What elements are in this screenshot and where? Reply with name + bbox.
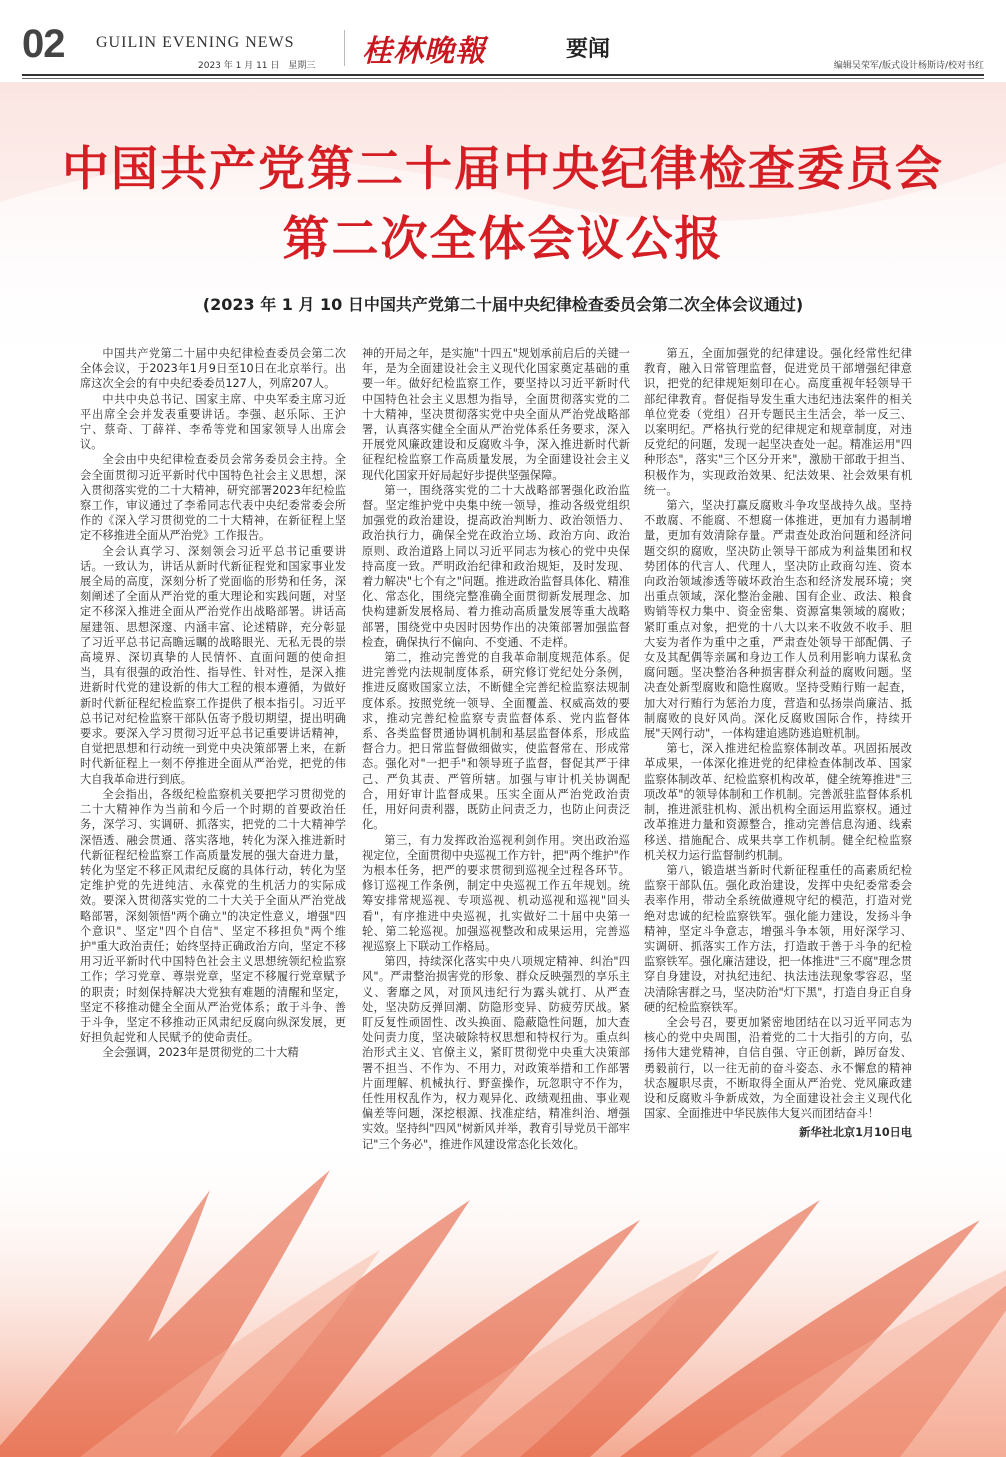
paragraph: 第五，全面加强党的纪律建设。强化经常性纪律教育，融入日常管理监督，促进党员干部增强纪律意识，把党的纪律规矩刻印在心。高度重视年轻领导干部纪律教育。督促指导发生重大违纪违法案件的相关单位党委（党组）召开专题民主生活会，举一反三、以案明纪。严格执行党的纪律规定和规章制度，对违反党纪的问题，发现一起坚决查处一起。精准运用"四种形态"，落实"三个区分开来"，激励干部敢于担当、积极作为，实现政治效果、纪法效果、社会效果有机统一。 bbox=[644, 347, 912, 497]
paragraph: 第一，围绕落实党的二十大战略部署强化政治监督。坚定维护党中央集中统一领导，推动各级党组织加强党的政治建设，提高政治判断力、政治领悟力、政治执行力，确保全党在政治立场、政治方向、政治原则、政治道路上同以习近平同志为核心的党中央保持高度一致。严明政治纪律和政治规矩，及时发现、着力解决"七个有之"问题。推进政治监督具体化、精准化、常态化，围绕完整准确全面贯彻新发展理念、加快构建新发展格局、着力推动高质量发展等重大战略部署，围绕党中央因时因势作出的决策部署加强监督检查，确保执行不偏向、不变通、不走样。 bbox=[362, 483, 630, 649]
paragraph: 中国共产党第二十届中央纪律检查委员会第二次全体会议，于2023年1月9日至10日在北京举行。出席这次全会的有中央纪委委员127人，列席207人。 bbox=[80, 347, 346, 391]
decorative-wash-bottom bbox=[0, 1130, 1006, 1457]
masthead-rule bbox=[22, 74, 984, 76]
section-name: 要闻 bbox=[566, 37, 611, 62]
paragraph: 第八，锻造堪当新时代新征程重任的高素质纪检监察干部队伍。强化政治建设，发挥中央纪委常委会表率作用，带动全系统做遵规守纪的模范，打造对党绝对忠诚的纪检监察铁军。强化能力建设，发扬斗争精神，坚定斗争意志，增强斗争本领，用好深学习、实调研、抓落实工作方法，打造敢于善于斗争的纪检监察铁军。强化廉洁建设，把一体推进"三不腐"理念贯穿自身建设，对执纪违纪、执法违法现象零容忍，坚决清除害群之马，坚决防治"灯下黑"，打造自身正自身硬的纪检监察铁军。 bbox=[644, 863, 912, 1014]
dateline: 新华社北京1月10日电 bbox=[799, 1126, 912, 1140]
paper-logo: 桂林晚報 bbox=[362, 34, 486, 69]
article-column-2 bbox=[362, 346, 630, 1152]
paragraph: 全会指出，各级纪检监察机关要把学习贯彻党的二十大精神作为当前和今后一个时期的首要政治任务，深学习、实调研、抓落实，把党的二十大精神学深悟透、融会贯通、落实落地，转化为深入推进新时代新征程纪检监察工作高质量发展的强大奋进力量，转化为坚定不移正风肃纪反腐的具体行动，转化为坚定维护党的先进纯洁、永葆党的生机活力的实际成效。要深入贯彻落实党的二十大关于全面从严治党战略部署，深刻领悟"两个确立"的决定性意义，增强"四个意识"、坚定"四个自信"、坚定不移担负"两个维护"重大政治责任；始终坚持正确政治方向，坚定不移用习近平新时代中国特色社会主义思想统领纪检监察工作；学习党章、尊崇党章，坚定不移履行党章赋予的职责；时刻保持解决大党独有难题的清醒和坚定，坚定不移推动健全全面从严治党体系；敢于斗争、善于斗争，坚定不移推动正风肃纪反腐向纵深发展，更好担负起党和人民赋予的使命责任。 bbox=[80, 787, 346, 1045]
issue-date: 2023 年 1 月 11 日 星期三 bbox=[198, 61, 316, 71]
masthead-rule-thin bbox=[22, 78, 984, 79]
headline-line-2: 第二次全体会议公报 bbox=[282, 212, 724, 267]
editor-credits: 编辑吴荣军/版式设计杨斯诗/校对书红 bbox=[833, 61, 984, 71]
article-subtitle: (2023 年 1 月 10 日中国共产党第二十届中央纪律检查委员会第二次全体会议通过) bbox=[202, 295, 804, 314]
paragraph: 全会认真学习、深刻领会习近平总书记重要讲话。一致认为，讲话从新时代新征程党和国家事业发展全局的高度，深刻分析了党面临的形势和任务，深刻阐述了全面从严治党的重大理论和实践问题，对坚定不移深入推进全面从严治党作出战略部署。讲话高屋建瓴、思想深邃、内涵丰富、论述精辟，充分彰显了习近平总书记高瞻远瞩的战略眼光、无私无畏的崇高境界、深切真挚的人民情怀、直面问题的使命担当，具有很强的政治性、指导性、针对性，是深入推进新时代党的建设新的伟大工程的根本遵循，为做好新时代新征程纪检监察工作提供了根本指引。习近平总书记对纪检监察干部队伍寄予殷切期望，提出明确要求。要深入学习贯彻习近平总书记重要讲话精神，自觉把思想和行动统一到党中央决策部署上来，在新时代新征程上一刻不停推进全面从严治党，把党的伟大自我革命进行到底。 bbox=[80, 544, 346, 786]
headline-line-1: 中国共产党第二十届中央纪律检查委员会 bbox=[62, 142, 944, 197]
masthead bbox=[22, 24, 984, 72]
paragraph: 中共中央总书记、国家主席、中央军委主席习近平出席全会并发表重要讲话。李强、赵乐际、王沪宁、蔡奇、丁薛祥、李希等党和国家领导人出席会议。 bbox=[80, 392, 346, 452]
paragraph: 第七，深入推进纪检监察体制改革。巩固拓展改革成果，一体深化推进党的纪律检查体制改革、国家监察体制改革、纪检监察机构改革，健全统筹推进"三项改革"的领导体制和工作机制。完善派驻监督体系机制，推进派驻机构、派出机构全面运用监察权。通过改革推进力量和资源整合，推动完善信息沟通、线索移送、措施配合、成果共享工作机制。健全纪检监察机关权力运行监督制约机制。 bbox=[644, 742, 912, 862]
paragraph: 第六，坚决打赢反腐败斗争攻坚战持久战。坚持不敢腐、不能腐、不想腐一体推进，更加有力遏制增量，更加有效清除存量。严肃查处政治问题和经济问题交织的腐败，坚决防止领导干部成为利益集团和权势团体的代言人、代理人，坚决防止政商勾连、资本向政治领域渗透等破坏政治生态和经济发展环境；突出重点领域，深化整治金融、国有企业、政法、粮食购销等权力集中、资金密集、资源富集领域的腐败；紧盯重点对象，把党的十八大以来不收敛不收手、胆大妄为者作为重中之重，严肃查处领导干部配偶、子女及其配偶等亲属和身边工作人员利用影响力谋私贪腐问题。坚决整治各种损害群众利益的腐败问题。坚决查处新型腐败和隐性腐败。坚持受贿行贿一起查，加大对行贿行为惩治力度，营造和弘扬崇尚廉洁、抵制腐败的良好风尚。深化反腐败国际合作，持续开展"天网行动"，一体构建追逃防逃追赃机制。 bbox=[644, 499, 912, 741]
paragraph: 第三，有力发挥政治巡视利剑作用。突出政治巡视定位，全面贯彻中央巡视工作方针，把"两个维护"作为根本任务，把严的要求贯彻到巡视全过程各环节。修订巡视工作条例，制定中央巡视工作五年规划。统筹安排常规巡视、专项巡视、机动巡视和巡视"回头看"，有序推进中央巡视，扎实做好二十届中央第一轮、第二轮巡视。加强巡视整改和成果运用，完善巡视巡察上下联动工作格局。 bbox=[362, 833, 630, 953]
paragraph: 全会号召，要更加紧密地团结在以习近平同志为核心的党中央周围，沿着党的二十大指引的方向，弘扬伟大建党精神，自信自强、守正创新，踔厉奋发、勇毅前行，以一往无前的奋斗姿态、永不懈怠的精神状态履职尽责，不断取得全面从严治党、党风廉政建设和反腐败斗争新成效，为全面建设社会主义现代化国家、全面推进中华民族伟大复兴而团结奋斗！ bbox=[644, 1015, 912, 1121]
paragraph: 神的开局之年，是实施"十四五"规划承前启后的关键一年，是为全面建设社会主义现代化国家奠定基础的重要一年。做好纪检监察工作，要坚持以习近平新时代中国特色社会主义思想为指导，全面贯彻落实党的二十大精神，坚决贯彻落实党中央全面从严治党战略部署，认真落实健全全面从严治党体系任务要求，深入开展党风廉政建设和反腐败斗争，深入推进新时代新征程纪检监察工作高质量发展，为全面建设社会主义现代化国家开好局起好步提供坚强保障。 bbox=[362, 347, 630, 482]
page-number: 02 bbox=[22, 22, 65, 66]
paragraph: 第二，推动完善党的自我革命制度规范体系。促进完善党内法规制度体系，研究修订党纪处分条例，推进反腐败国家立法，不断健全完善纪检监察法规制度体系。按照党统一领导、全面覆盖、权威高效的要求，推动完善纪检监察专责监督体系、党内监督体系、各类监督贯通协调机制和基层监督体系，形成监督合力。把日常监督做细做实，使监督常在、形成常态。强化对"一把手"和领导班子监督，督促其严于律己、严负其责、严管所辖。加强与审计机关协调配合，用好审计监督成果。压实全面从严治党政治责任，用好问责利器，既防止问责乏力，也防止问责泛化。 bbox=[362, 651, 630, 832]
paragraph: 全会强调，2023年是贯彻党的二十大精 bbox=[102, 1046, 299, 1060]
paper-name-en: GUILIN EVENING NEWS bbox=[96, 34, 295, 51]
article-column-3 bbox=[644, 346, 912, 1141]
paragraph: 全会由中央纪律检查委员会常务委员会主持。全会全面贯彻习近平新时代中国特色社会主义思想，深入贯彻落实党的二十大精神，研究部署2023年纪检监察工作，审议通过了李希同志代表中央纪委常委会所作的《深入学习贯彻党的二十大精神，在新征程上坚定不移推进全面从严治党》工作报告。 bbox=[80, 453, 346, 543]
article-column-1 bbox=[80, 346, 346, 1061]
masthead-divider bbox=[344, 30, 345, 66]
paragraph: 第四，持续深化落实中央八项规定精神、纠治"四风"。严肃整治损害党的形象、群众反映强烈的享乐主义、奢靡之风，对顶风违纪行为露头就打、从严查处，坚决防反弹回潮、防隐形变异、防疲劳厌战。紧盯反复性顽固性、改头换面、隐蔽隐性问题，加大查处问责力度，坚决破除特权思想和特权行为。重点纠治形式主义、官僚主义，紧盯贯彻党中央重大决策部署不担当、不作为、不用力，对政策举措和工作部署片面理解、机械执行、野蛮操作，玩忽职守不作为，任性用权乱作为，权力观异化、政绩观扭曲、事业观偏差等问题，深挖根源、找准症结，精准纠治、增强实效。坚持纠"四风"树新风并举，教育引导党员干部牢记"三个务必"，推进作风建设常态化长效化。 bbox=[362, 955, 630, 1151]
